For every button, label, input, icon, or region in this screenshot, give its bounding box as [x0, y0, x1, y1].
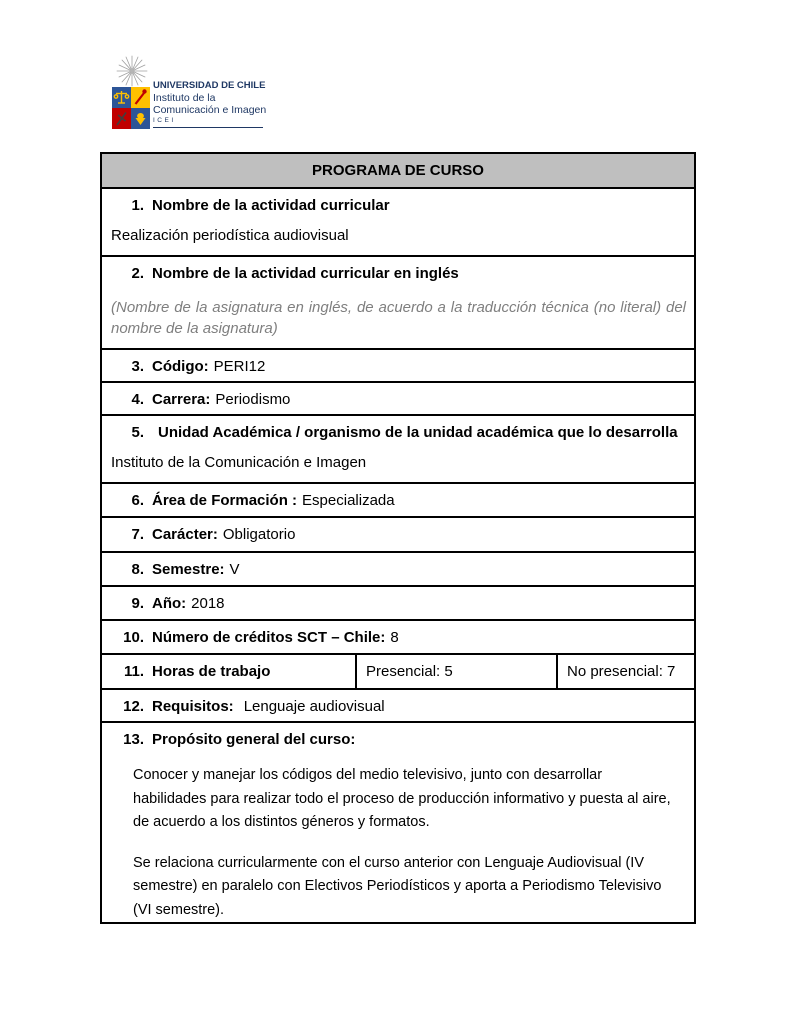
- item-number: 3.: [131, 358, 144, 375]
- row-heading: [102, 383, 694, 410]
- page-title: PROGRAMA DE CURSO: [312, 162, 484, 179]
- presencial-cell: Presencial: 5: [355, 655, 556, 688]
- logo-university-name: UNIVERSIDAD DE CHILE: [153, 80, 266, 91]
- field-label-wrap: [152, 357, 265, 377]
- field-value: 8: [390, 629, 399, 646]
- row-nombre-actividad: [102, 187, 694, 255]
- proposito-paragraph-1: Conocer y manejar los códigos del medio televisivo, junto con desarrollar habilidades para realizar todo el proceso de producción informativo y puesta al aire, de acuerdo a los distintos géneros y formatos.: [133, 767, 671, 830]
- row-nombre-ingles: [102, 255, 694, 348]
- table-title-row: [102, 154, 694, 187]
- row-creditos-sct: [102, 619, 694, 653]
- field-label: Código:: [152, 358, 209, 375]
- field-value: Periodismo: [215, 391, 291, 408]
- row-heading: [102, 189, 694, 216]
- logo-institute-line1: Instituto de la: [153, 92, 216, 104]
- logo-institute-line2: Comunicación e Imagen: [153, 104, 267, 116]
- placeholder-note: (Nombre de la asignatura en inglés, de acuerdo a la traducción técnica (no literal) del nombre de la asignatura): [111, 299, 686, 337]
- field-label-wrap: [158, 423, 678, 443]
- crest-bird-icon: [131, 108, 150, 129]
- row-area-formacion: [102, 482, 694, 516]
- item-number: 12.: [123, 698, 144, 715]
- field-value: Especializada: [302, 492, 395, 509]
- crest-scales-icon: [112, 87, 131, 108]
- field-label-wrap: [152, 628, 399, 648]
- item-number: 5.: [131, 424, 144, 441]
- field-label-wrap: [152, 525, 295, 545]
- field-label-wrap: [152, 662, 270, 682]
- field-value: Obligatorio: [222, 526, 296, 543]
- item-number: 4.: [131, 391, 144, 408]
- crest-staff-icon: [112, 108, 131, 129]
- logo-text-block: [153, 80, 267, 128]
- row-heading: [102, 257, 694, 284]
- field-label: Propósito general del curso:: [152, 731, 356, 748]
- no-presencial-cell: No presencial: 7: [556, 655, 694, 688]
- row-semestre: [102, 551, 694, 585]
- field-label: Nombre de la actividad curricular: [152, 197, 390, 214]
- field-value: V: [229, 561, 240, 578]
- field-label: Horas de trabajo: [152, 663, 271, 680]
- proposito-paragraph-2: Se relaciona curricularmente con el curso anterior con Lenguaje Audiovisual (IV semestre) en paralelo con Electivos Periodísticos y aporta a Periodismo Televisivo (VI semestre).: [133, 854, 662, 918]
- item-number: 11.: [123, 663, 144, 680]
- item-number: 6.: [131, 492, 144, 509]
- field-label: Año:: [152, 595, 187, 612]
- field-label: Unidad Académica / organismo de la unidad académica que lo desarrolla: [158, 424, 678, 441]
- field-label: Carrera:: [152, 391, 211, 408]
- field-label-wrap: [152, 594, 225, 614]
- course-program-table: [100, 152, 696, 924]
- field-label-wrap: [152, 390, 290, 410]
- field-value: 2018: [191, 595, 225, 612]
- logo-acronym: ICEI: [153, 117, 176, 124]
- row-heading: [102, 518, 694, 545]
- item-number: 2.: [131, 265, 144, 282]
- field-value: Realización periodística audiovisual: [111, 227, 349, 244]
- row-heading: [102, 484, 694, 511]
- row-caracter: [102, 516, 694, 551]
- field-label: Carácter:: [152, 526, 218, 543]
- item-number: 10.: [123, 629, 144, 646]
- field-label-wrap: [152, 196, 390, 216]
- field-label-wrap: [152, 730, 355, 750]
- starburst-icon: [115, 55, 149, 87]
- item-number: 9.: [131, 595, 144, 612]
- item-number: 1.: [131, 197, 144, 214]
- row-heading: [102, 690, 694, 717]
- row-ano: [102, 585, 694, 619]
- item-number: 13.: [123, 731, 144, 748]
- row-proposito-general: [102, 721, 694, 922]
- row-heading: [102, 587, 694, 614]
- crest-torch-icon: [131, 87, 150, 108]
- field-label-wrap: [152, 491, 395, 511]
- crest-shield-icon: [112, 87, 150, 129]
- university-crest: [112, 55, 152, 129]
- field-label: Nombre de la actividad curricular en inglés: [152, 265, 459, 282]
- field-label: Semestre:: [152, 561, 225, 578]
- row-heading: [102, 655, 355, 682]
- item-number: 8.: [131, 561, 144, 578]
- row-heading: [102, 553, 694, 580]
- row-heading: [102, 723, 694, 750]
- field-value: Lenguaje audiovisual: [243, 698, 385, 715]
- field-label-wrap: [152, 560, 240, 580]
- field-value: PERI12: [213, 358, 266, 375]
- field-label: Área de Formación :: [152, 492, 298, 509]
- row-horas-trabajo: [102, 653, 694, 688]
- university-logo: [112, 55, 267, 129]
- field-label: Requisitos:: [152, 698, 234, 715]
- row-carrera: [102, 381, 694, 414]
- field-label: Número de créditos SCT – Chile:: [152, 629, 386, 646]
- row-heading: [102, 621, 694, 648]
- row-heading: [102, 416, 694, 443]
- field-value: Instituto de la Comunicación e Imagen: [111, 454, 367, 471]
- row-unidad-academica: [102, 414, 694, 482]
- row-requisitos: [102, 688, 694, 721]
- item-number: 7.: [131, 526, 144, 543]
- row-heading: [102, 350, 694, 377]
- field-label-wrap: [152, 697, 385, 717]
- row-codigo: [102, 348, 694, 381]
- field-label-wrap: [152, 264, 459, 284]
- horas-trabajo-cell: [102, 655, 355, 688]
